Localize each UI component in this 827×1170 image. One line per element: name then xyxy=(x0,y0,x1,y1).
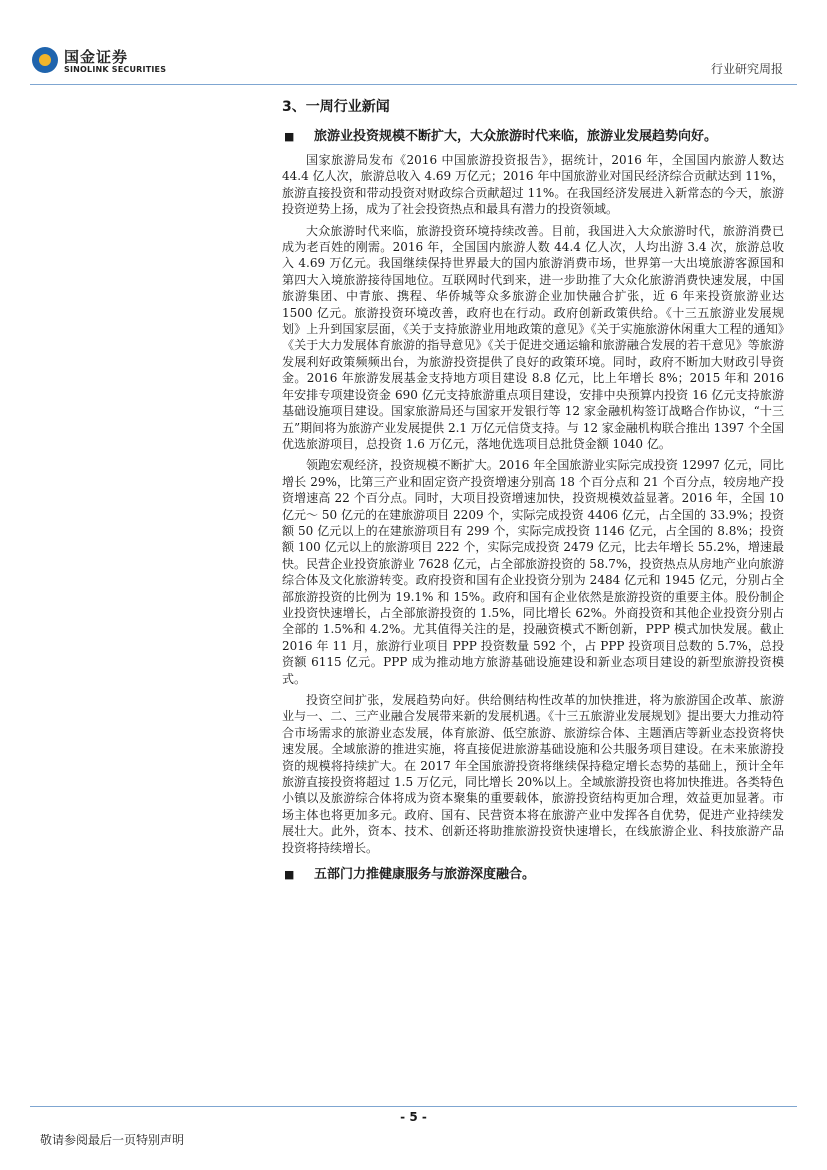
main-content xyxy=(282,96,784,890)
section-title: 3、一周行业新闻 xyxy=(282,99,390,115)
news-headline-text: 旅游业投资规模不断扩大，大众旅游时代来临，旅游业发展趋势向好。 xyxy=(314,129,718,144)
disclaimer-note: 敬请参阅最后一页特别声明 xyxy=(40,1133,185,1147)
company-logo xyxy=(32,44,172,80)
page-header xyxy=(0,0,827,90)
logo-english-name: SINOLINK SECURITIES xyxy=(64,65,167,74)
logo-mark-icon xyxy=(32,47,58,73)
footer-divider xyxy=(30,1106,797,1107)
paragraph: 领跑宏观经济，投资规模不断扩大。2016 年全国旅游业实际完成投资 12997 亿元，同比增长 29%，比第三产业和固定资产投资增速分别高 18 个百分点和 21 个百分点，较房地产投资增速高 22 个百分点。同时，大项目投资增速加快，投资规模效益显著。2016 年，全国 10 亿元～ 50 亿元的在建旅游项目 2209 个，实际完成投资 4406 亿元，占全国的 33.9%；投资额 50 亿元以上的在建旅游项目有 299 个，实际完成投资 1146 亿元，占全国的 8.8%；投资额 100 亿元以上的旅游项目 222 个，实际完成投资 2479 亿元，比去年增长 55.2%，增速最快。民营企业投资旅游业 7628 亿元，占全部旅游投资的 58.7%，投资热点从房地产业向旅游综合体及文化旅游转变。政府投资和国有企业投资分别为 2484 亿元和 1945 亿元，分别占全部旅游投资的比例为 19.1% 和 15%。政府和国有企业依然是旅游投资的重要主体。股份制企业投资快速增长，占全部旅游投资的 1.5%，同比增长 62%。外商投资和其他企业投资分别占全部的 1.5%和 4.2%。尤其值得关注的是，投融资模式不断创新，PPP 模式加快发展。截止 2016 年 11 月，旅游行业项目 PPP 投资数量 592 个，占 PPP 投资项目总数的 5.7%，总投资额 6115 亿元。PPP 成为推动地方旅游基础设施建设和新业态项目建设的新型旅游投资模式。 xyxy=(282,458,784,686)
logo-chinese-name: 国金证券 xyxy=(64,48,129,66)
news-headline-2 xyxy=(282,866,784,884)
paragraph: 投资空间扩张，发展趋势向好。供给侧结构性改革的加快推进，将为旅游国企改革、旅游业与一、二、三产业融合发展带来新的发展机遇。《十三五旅游业发展规划》提出要大力推动符合市场需求的旅游业态发展，体育旅游、低空旅游、旅游综合体、主题酒店等新业态投资将快速发展。全域旅游的推进实施，将直接促进旅游基础设施和公共服务项目建设。在未来旅游投资的规模将持续扩大。在 2017 年全国旅游投资将继续保持稳定增长态势的基础上，预计全年旅游直接投资将超过 1.5 万亿元，同比增长 20%以上。全域旅游投资也将加快推进。各类特色小镇以及旅游综合体将成为资本聚集的重要载体，旅游投资结构更加合理，效益更加显著。市场主体也将更加多元。政府、国有、民营资本将在旅游产业中发挥各自优势，促进产业持续发展壮大。此外，资本、技术、创新还将助推旅游投资快速增长，在线旅游企业、科技旅游产品投资将持续增长。 xyxy=(282,693,784,855)
report-type-label: 行业研究周报 xyxy=(710,62,783,76)
news-headline-1 xyxy=(282,128,784,146)
header-divider xyxy=(30,84,797,85)
paragraph: 大众旅游时代来临，旅游投资环境持续改善。目前，我国进入大众旅游时代，旅游消费已成为老百姓的刚需。2016 年，全国国内旅游人数 44.4 亿人次，人均出游 3.4 次，旅游总收入 4.69 万亿元。我国继续保持世界最大的国内旅游消费市场，世界第一大出境旅游客源国和第四大入境旅游接待国地位。互联网时代到来，进一步助推了大众化旅游消费快速发展，中国旅游集团、中青旅、携程、华侨城等众多旅游企业加快融合扩张，近 6 年来投资旅游业达 1500 亿元。旅游投资环境改善，政府也在行动。政府创新政策供给。《十三五旅游业发展规划》上升到国家层面，《关于支持旅游业用地政策的意见》《关于实施旅游休闲重大工程的通知》《关于大力发展体育旅游的指导意见》《关于促进交通运输和旅游融合发展的若干意见》等旅游发展利好政策频频出台，为旅游投资提供了良好的政策环境。同时，政府不断加大财政引导资金。2016 年旅游发展基金支持地方项目建设 8.8 亿元，比上年增长 8%；2015 年和 2016 年安排专项建设资金 690 亿元支持旅游重点项目建设，安排中央预算内投资 16 亿元支持旅游基础设施项目建设。国家旅游局还与国家开发银行等 12 家金融机构签订战略合作协议，“十三五”期间将为旅游产业发展提供 2.1 万亿元信贷支持。与 12 家金融机构联合推出 1397 个全国优选旅游项目，总投资 1.6 万亿元，落地优选项目总批贷金额 1040 亿。 xyxy=(282,223,784,451)
square-bullet-icon: ■ xyxy=(284,868,295,882)
paragraph: 国家旅游局发布《2016 中国旅游投资报告》，据统计，2016 年，全国国内旅游人数达 44.4 亿人次，旅游总收入 4.69 万亿元；2016 年中国旅游业对国民经济综合贡献达到 11%，旅游直接投资和带动投资对财政综合贡献超过 11%。在我国经济发展进入新常态的今天，旅游投资逆势上扬，成为了社会投资热点和最具有潜力的投资领域。 xyxy=(282,153,784,217)
square-bullet-icon: ■ xyxy=(284,130,295,143)
page-number: - 5 - xyxy=(400,1110,427,1124)
news-headline-text: 五部门力推健康服务与旅游深度融合。 xyxy=(314,867,536,883)
